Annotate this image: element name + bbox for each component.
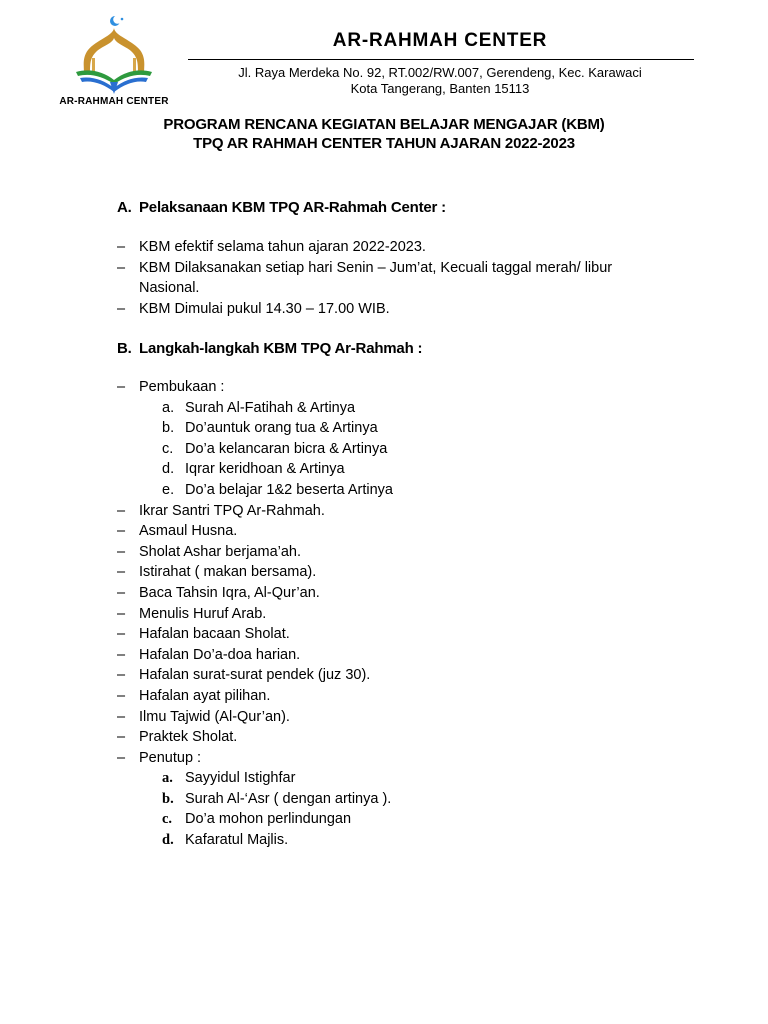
sub-item-marker: d.: [162, 461, 175, 478]
list-item: [117, 686, 677, 707]
list-item-text: Asmaul Husna.: [139, 523, 238, 540]
sub-list-item: [117, 459, 677, 480]
sub-item-text: Do’a belajar 1&2 beserta Artinya: [185, 481, 393, 498]
sub-item-marker: b.: [162, 420, 175, 437]
mosque-book-logo-icon: [66, 14, 162, 96]
list-item: [117, 299, 677, 320]
list-item-text: Hafalan ayat pilihan.: [139, 687, 271, 704]
header-divider: [188, 59, 694, 60]
sub-item-marker: c.: [162, 811, 173, 828]
sub-list-item: [117, 480, 677, 501]
sub-item-text: Do’a mohon perlindungan: [185, 811, 352, 828]
sub-item-text: Surah Al-‘Asr ( dengan artinya ).: [185, 790, 392, 807]
list-item: [117, 237, 677, 258]
sub-list-item: [117, 830, 677, 851]
list-item: [117, 583, 677, 604]
list-item-text: Hafalan bacaan Sholat.: [139, 626, 290, 643]
sub-list-item: [117, 768, 677, 789]
list-item-text: KBM Dimulai pukul 14.30 – 17.00 WIB.: [139, 300, 390, 317]
address-line-1: Jl. Raya Merdeka No. 92, RT.002/RW.007, Gerendeng, Kec. Karawaci: [238, 65, 642, 80]
list-item-text: KBM Dilaksanakan setiap hari Senin – Jum’at, Kecuali taggal merah/ libur: [139, 259, 613, 276]
list-item: [117, 501, 677, 522]
address-line-2: Kota Tangerang, Banten 15113: [350, 81, 530, 96]
dash-bullet: –: [117, 564, 126, 581]
dash-bullet: –: [117, 300, 126, 317]
section-b-title: Langkah-langkah KBM TPQ Ar-Rahmah :: [139, 340, 423, 357]
list-item-text: Nasional.: [139, 280, 200, 297]
dash-bullet: –: [117, 502, 126, 519]
list-item: [117, 562, 677, 583]
dash-bullet: –: [117, 543, 126, 560]
sub-item-text: Sayyidul Istighfar: [185, 770, 296, 787]
sub-list-item: [117, 789, 677, 810]
dash-bullet: –: [117, 379, 126, 395]
dash-bullet: –: [117, 605, 126, 622]
list-item: [117, 542, 677, 563]
list-item: [117, 377, 677, 398]
dash-bullet: –: [117, 646, 126, 663]
dash-bullet: –: [117, 749, 126, 766]
dash-bullet: –: [117, 259, 126, 276]
sub-list-item: [117, 418, 677, 439]
dash-bullet: –: [117, 523, 126, 540]
section-a-letter: A.: [117, 199, 132, 216]
logo-caption: AR-RAHMAH CENTER: [59, 96, 169, 107]
sub-item-text: Do’a kelancaran bicra & Artinya: [185, 440, 388, 457]
list-item: [117, 624, 677, 645]
section-a-title: Pelaksanaan KBM TPQ AR-Rahmah Center :: [139, 199, 446, 216]
sub-item-marker: c.: [162, 440, 174, 457]
document-title-line-1: PROGRAM RENCANA KEGIATAN BELAJAR MENGAJAR (KBM): [163, 116, 605, 133]
list-item-text: Pembukaan :: [139, 379, 225, 395]
section-b-heading: [117, 340, 422, 357]
organization-logo: [58, 14, 170, 108]
sub-item-marker: e.: [162, 481, 175, 498]
sub-item-marker: d.: [162, 832, 174, 849]
list-item-text: Hafalan surat-surat pendek (juz 30).: [139, 667, 371, 684]
list-item: [117, 604, 677, 625]
sub-item-marker: a.: [162, 770, 173, 787]
document-title-line-2: TPQ AR RAHMAH CENTER TAHUN AJARAN 2022-2023: [193, 135, 575, 152]
sub-list-item: [117, 439, 677, 460]
section-a-heading: [117, 199, 446, 216]
sub-item-marker: a.: [162, 399, 175, 416]
sub-item-text: Do’auntuk orang tua & Artinya: [185, 420, 378, 437]
list-item-text: Penutup :: [139, 749, 202, 766]
list-item-text: Sholat Ashar berjama’ah.: [139, 543, 302, 560]
dash-bullet: –: [117, 708, 126, 725]
dash-bullet: –: [117, 729, 126, 746]
section-b-letter: B.: [117, 340, 132, 357]
list-item-text: Hafalan Do’a-doa harian.: [139, 646, 301, 663]
dash-bullet: –: [117, 239, 126, 255]
dash-bullet: –: [117, 584, 126, 601]
list-item-continuation: [117, 278, 677, 299]
sub-item-text: Iqrar keridhoan & Artinya: [185, 461, 345, 478]
organization-name: AR-RAHMAH CENTER: [332, 30, 548, 51]
list-item-text: Praktek Sholat.: [139, 729, 238, 746]
section-b-list: [117, 377, 677, 851]
list-item-text: KBM efektif selama tahun ajaran 2022-2023.: [139, 239, 426, 255]
list-item-text: Ikrar Santri TPQ Ar-Rahmah.: [139, 502, 325, 519]
list-item: [117, 258, 677, 279]
list-item: [117, 521, 677, 542]
list-item: [117, 645, 677, 666]
list-item-text: Baca Tahsin Iqra, Al-Qur’an.: [139, 584, 320, 601]
dash-bullet: –: [117, 667, 126, 684]
list-item-text: Istirahat ( makan bersama).: [139, 564, 317, 581]
sub-item-text: Kafaratul Majlis.: [185, 832, 289, 849]
dash-bullet: –: [117, 687, 126, 704]
list-item: [117, 707, 677, 728]
sub-list-item: [117, 809, 677, 830]
list-item: [117, 665, 677, 686]
dash-bullet: –: [117, 626, 126, 643]
list-item: [117, 727, 677, 748]
sub-list-item: [117, 398, 677, 419]
list-item-text: Ilmu Tajwid (Al-Qur’an).: [139, 708, 290, 725]
section-a-list: [117, 237, 677, 319]
sub-item-text: Surah Al-Fatihah & Artinya: [185, 399, 356, 416]
list-item: [117, 748, 677, 769]
list-item-text: Menulis Huruf Arab.: [139, 605, 267, 622]
sub-item-marker: b.: [162, 790, 174, 807]
